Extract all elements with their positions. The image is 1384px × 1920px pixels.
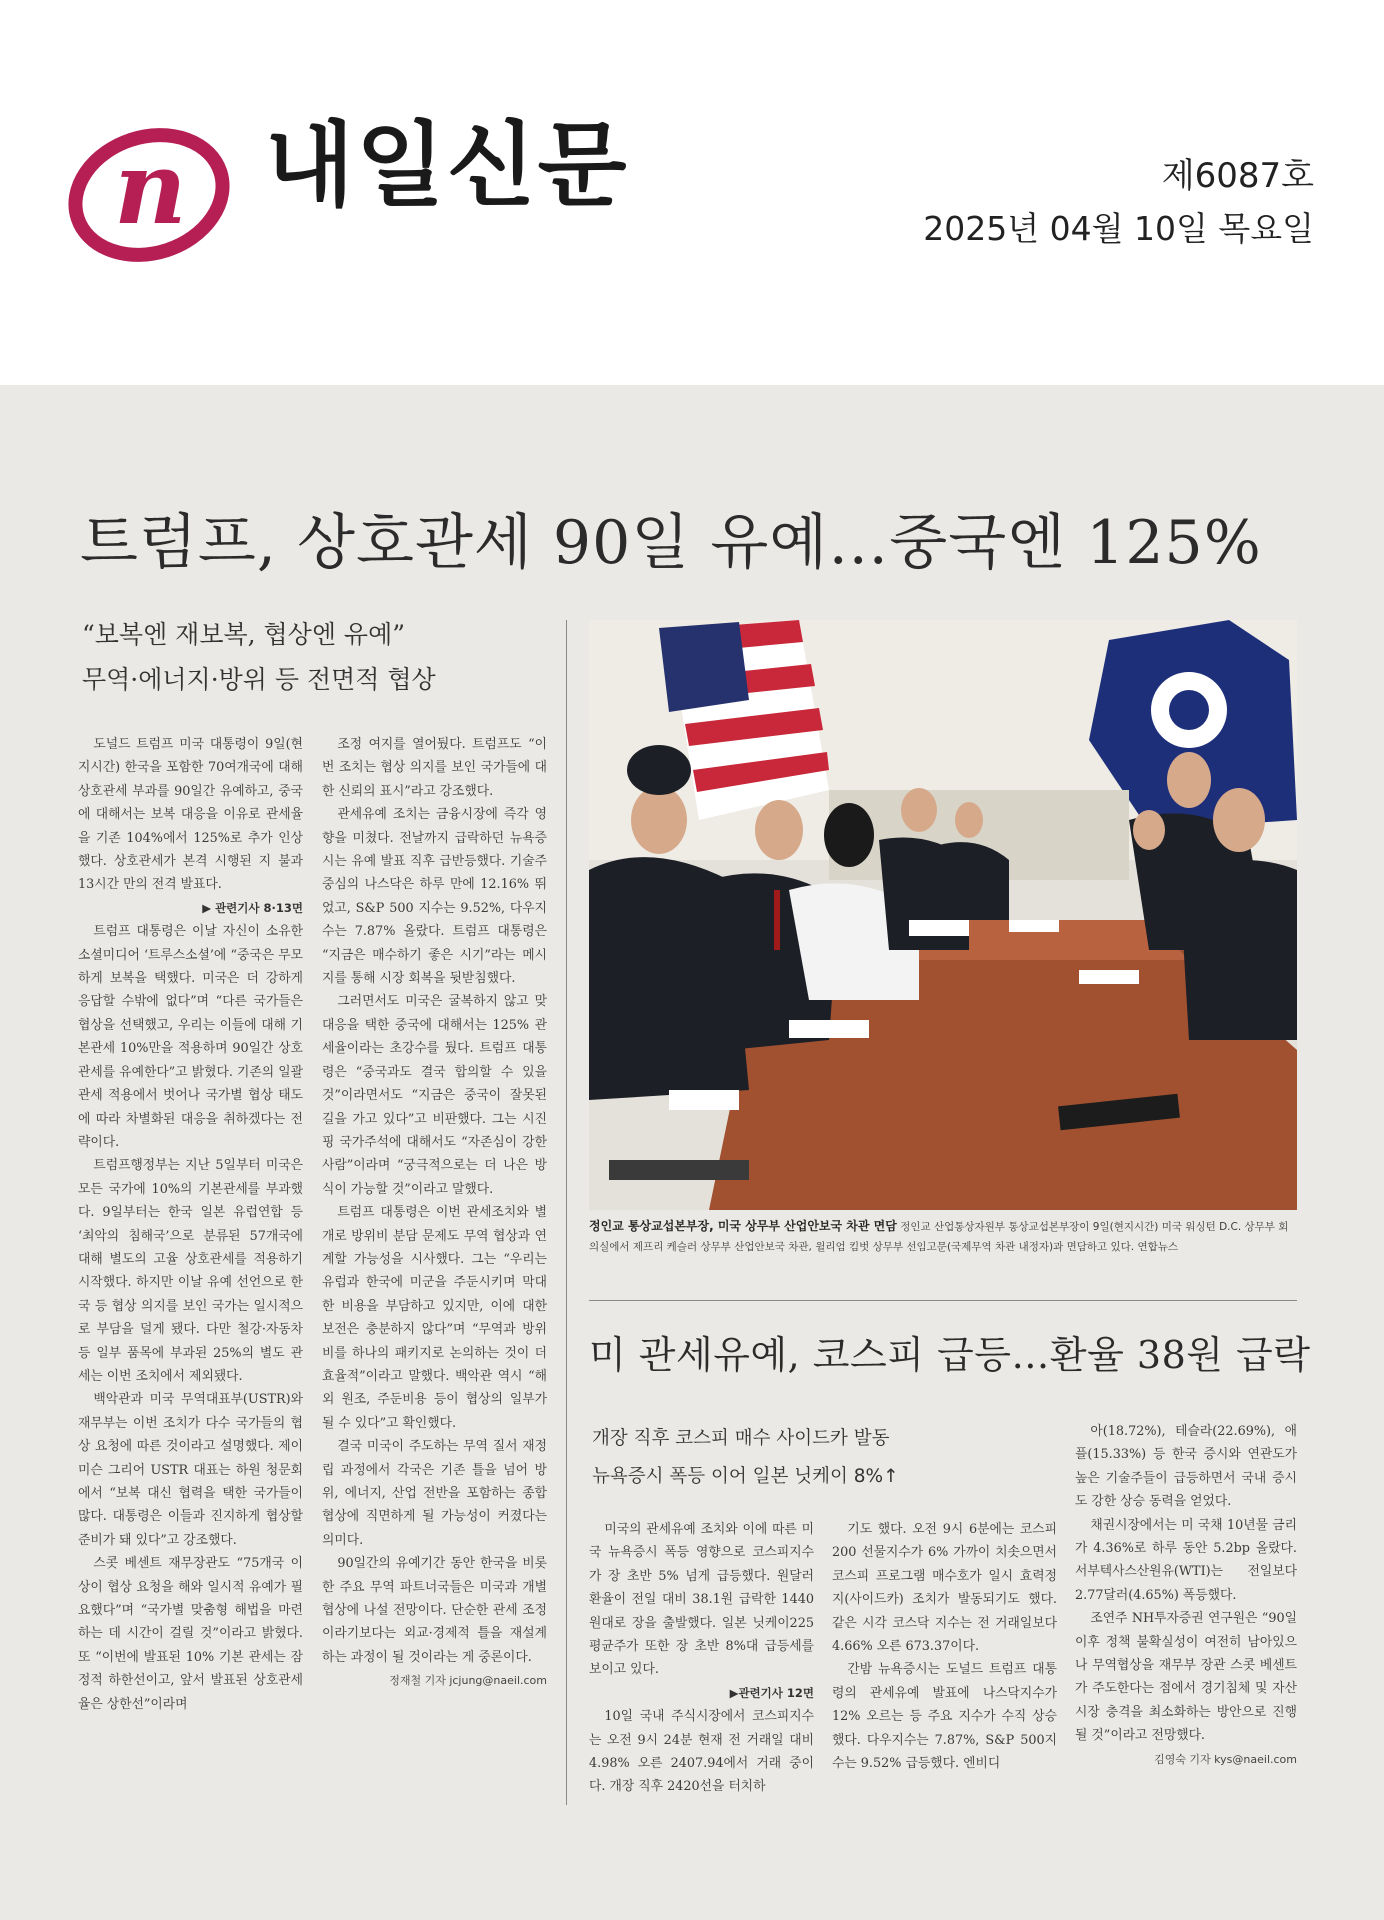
paragraph: 도널드 트럼프 미국 대통령이 9일(현지시간) 한국을 포함한 70여개국에 대해 상호관세 부과를 90일간 유예하고, 중국에 대해서는 보복 대응을 이유로 관세율을 기존 104%에서 125%로 추가 인상했다. 상호관세가 본격 시행된 지 불과 13시간 만의 전격 발표다. <box>78 737 303 893</box>
main-subhead-2: 무역·에너지·방위 등 전면적 협상 <box>82 665 436 694</box>
paragraph: 간밤 뉴욕증시는 도널드 트럼프 대통령의 관세유예 발표에 나스닥지수가 12% 오르는 등 주요 지수가 수직 상승했다. 다우지수는 7.87%, S&P 500지수는 9.52% 급등했다. 엔비디 <box>832 1662 1057 1772</box>
issue-date: 2025년 04월 10일 목요일 <box>923 209 1314 248</box>
paragraph: 스콧 베센트 재무장관도 “75개국 이상이 협상 요청을 해와 일시적 유예가 필요했다”며 “국가별 맞춤형 해법을 마련하는 데 시간이 걸릴 것”이라고 밝혔다. 또 “이번에 발표된 10% 기본 관세는 잠정적 하한선이고, 앞서 발표된 상호관세율은 상한선”이라며 <box>78 1556 303 1712</box>
main-subhead-1: “보복엔 재보복, 협상엔 유예” <box>82 620 405 649</box>
meeting-photo <box>589 620 1297 1210</box>
paragraph: 미국의 관세유예 조치와 이에 따른 미국 뉴욕증시 폭등 영향으로 코스피지수가 장 초반 5% 넘게 급등했다. 원달러 환율이 전일 대비 38.1원 급락한 1440원대로 장을 출발했다. 일본 닛케이225평균주가 또한 장 초반 8%대 급등세를 보이고 있다. <box>589 1522 814 1678</box>
paragraph: 트럼프 대통령은 이번 관세조치와 별개로 방위비 분담 문제도 무역 협상과 연계할 가능성을 시사했다. 그는 “우리는 유럽과 한국에 미군을 주둔시키며 막대한 비용을 부담하고 있지만, 이에 대한 보전은 충분하지 않다”며 “무역과 방위비를 하나의 패키지로 논의하는 것이 더 효율적”이라고 말했다. 백악관 역시 “해외 원조, 주둔비용 등이 협상의 일부가 될 수 있다”고 확인했다. <box>322 1205 547 1431</box>
second-headline: 미 관세유예, 코스피 급등…환율 38원 급락 <box>589 1333 1311 1377</box>
caption-title: 정인교 통상교섭본부장, 미국 상무부 산업안보국 차관 면담 <box>589 1219 897 1233</box>
section-divider <box>589 1300 1297 1301</box>
photo-credit: 연합뉴스 <box>1137 1241 1179 1253</box>
byline: 정재철 기자 jcjung@naeil.com <box>389 1674 547 1688</box>
paragraph: 아(18.72%), 테슬라(22.69%), 애플(15.33%) 등 한국 증시와 연관도가 높은 기술주들이 급등하면서 국내 증시도 강한 상승 동력을 얻었다. <box>1075 1424 1297 1510</box>
paragraph: 10일 국내 주식시장에서 코스피지수는 오전 9시 24분 현재 전 거래일 대비 4.98% 오른 2407.94에서 거래 중이다. 개장 직후 2420선을 터치하 <box>589 1709 814 1795</box>
second-article-column-1 <box>589 1518 814 1799</box>
caption-text: 정인교 산업통상자원부 통상교섭본부장이 9일(현지시간) 미국 워싱턴 D.C. 상무부 회의실에서 제프리 케슬러 상무부 산업안보국 차관, 윌리엄 킴벗 상무부 선임고문(국제무역 차관 내정자)과 면담하고 있다. <box>589 1221 1289 1253</box>
second-subhead-2: 뉴욕증시 폭등 이어 일본 닛케이 8%↑ <box>592 1466 899 1487</box>
logo-letter: n <box>114 129 187 247</box>
second-subhead-1: 개장 직후 코스피 매수 사이드카 발동 <box>592 1428 890 1449</box>
paragraph: 조연주 NH투자증권 연구원은 “90일 이후 정책 불확실성이 여전히 남아있으나 무역협상을 재무부 장관 스콧 베센트가 주도한다는 점에서 경기침체 및 자산시장 충격을 최소화하는 방안으로 진행될 것”이라고 전망했다. <box>1075 1611 1297 1744</box>
paragraph: 기도 했다. 오전 9시 6분에는 코스피200 선물지수가 6% 가까이 치솟으면서 코스피 프로그램 매수호가 일시 효력정지(사이드카) 조치가 발동되기도 했다. 같은 시각 코스닥 지수는 전 거래일보다 4.66% 오른 673.37이다. <box>832 1522 1057 1655</box>
column-divider <box>566 620 567 1805</box>
issue-number: 제6087호 <box>1161 156 1314 196</box>
related-article-ref: ▶ 관련기사 8·13면 <box>202 900 303 915</box>
main-headline: 트럼프, 상호관세 90일 유예…중국엔 125% <box>80 508 1262 578</box>
byline: 김영숙 기자 kys@naeil.com <box>1154 1752 1297 1766</box>
paragraph: 결국 미국이 주도하는 무역 질서 재정립 과정에서 각국은 기존 틀을 넘어 방위, 에너지, 산업 전반을 포함하는 종합 협상에 직면하게 될 가능성이 커졌다는 의미다. <box>322 1439 547 1548</box>
paragraph: 90일간의 유예기간 동안 한국을 비롯한 주요 무역 파트너국들은 미국과 개별 협상에 나설 전망이다. 단순한 관세 조정이라기보다는 외교·경제적 틀을 재설계하는 과정이 될 것이라는 게 중론이다. <box>322 1556 547 1665</box>
paragraph: 백악관과 미국 무역대표부(USTR)와 재무부는 이번 조치가 다수 국가들의 협상 요청에 따른 것이라고 설명했다. 제이미슨 그리어 USTR 대표는 하원 청문회에서 “보복 대신 협력을 택한 국가들이 많다. 대통령은 이들과 진지하게 협상할 준비가 돼 있다”고 강조했다. <box>78 1392 303 1548</box>
related-article-ref: ▶관련기사 12면 <box>729 1685 814 1700</box>
main-article-column-2 <box>322 733 547 1693</box>
paragraph: 트럼프행정부는 지난 5일부터 미국은 모든 국가에 10%의 기본관세를 부과했다. 9일부터는 한국 일본 유럽연합 등 ‘최악의 침해국’으로 분류된 57개국에 대해 별도의 고율 상호관세를 적용하기 시작했다. 하지만 이날 유예 선언으로 한국 등 협상 의지를 보인 국가는 일시적으로 부담을 덜게 됐다. 다만 철강·자동차 등 일부 품목에 부과된 25%의 별도 관세는 이번 조치에서 제외됐다. <box>78 1158 303 1384</box>
paragraph: 그러면서도 미국은 굴복하지 않고 맞대응을 택한 중국에 대해서는 125% 관세율이라는 초강수를 뒀다. 트럼프 대통령은 “중국과도 결국 합의할 수 있을 것”이라면서도 “지금은 중국이 잘못된 길을 가고 있다”고 비판했다. 그는 시진핑 국가주석에 대해서도 “자존심이 강한 사람”이라며 “궁극적으로는 더 나은 방식이 가능할 것”이라고 말했다. <box>322 994 547 1197</box>
newspaper-title: 내일신문 <box>265 112 629 219</box>
second-article-column-3 <box>1075 1420 1297 1771</box>
main-article-column-1 <box>78 733 303 1716</box>
second-article-column-2 <box>832 1518 1057 1775</box>
paragraph: 관세유예 조치는 금융시장에 즉각 영향을 미쳤다. 전날까지 급락하던 뉴욕증시는 유예 발표 직후 급반등했다. 기술주 중심의 나스닥은 하루 만에 12.16% 뛰었고, S&P 500 지수는 9.52%, 다우지수는 7.87% 올랐다. 트럼프 대통령은 “지금은 매수하기 좋은 시기”라는 메시지를 통해 시장 회복을 뒷받침했다. <box>322 807 547 987</box>
paragraph: 조정 여지를 열어뒀다. 트럼프도 “이번 조치는 협상 의지를 보인 국가들에 대한 신뢰의 표시”라고 강조했다. <box>322 737 547 799</box>
paragraph: 트럼프 대통령은 이날 자신이 소유한 소셜미디어 ‘트루스소셜’에 “중국은 무모하게 보복을 택했다. 미국은 더 강하게 응답할 수밖에 없다”며 “다른 국가들은 협상을 선택했고, 우리는 이들에 대해 기본관세 10%만을 적용하며 90일간 상호관세를 유예한다”고 밝혔다. 기존의 일괄 관세 적용에서 벗어나 국가별 협상 태도에 따라 차별화된 대응을 취하겠다는 전략이다. <box>78 924 303 1150</box>
photo-caption <box>589 1216 1297 1257</box>
naeil-logo-icon <box>64 115 234 275</box>
paragraph: 채권시장에서는 미 국채 10년물 금리가 4.36%로 하루 동안 5.2bp 올랐다. 서부텍사스산원유(WTI)는 전일보다 2.77달러(4.65%) 폭등했다. <box>1075 1517 1297 1603</box>
